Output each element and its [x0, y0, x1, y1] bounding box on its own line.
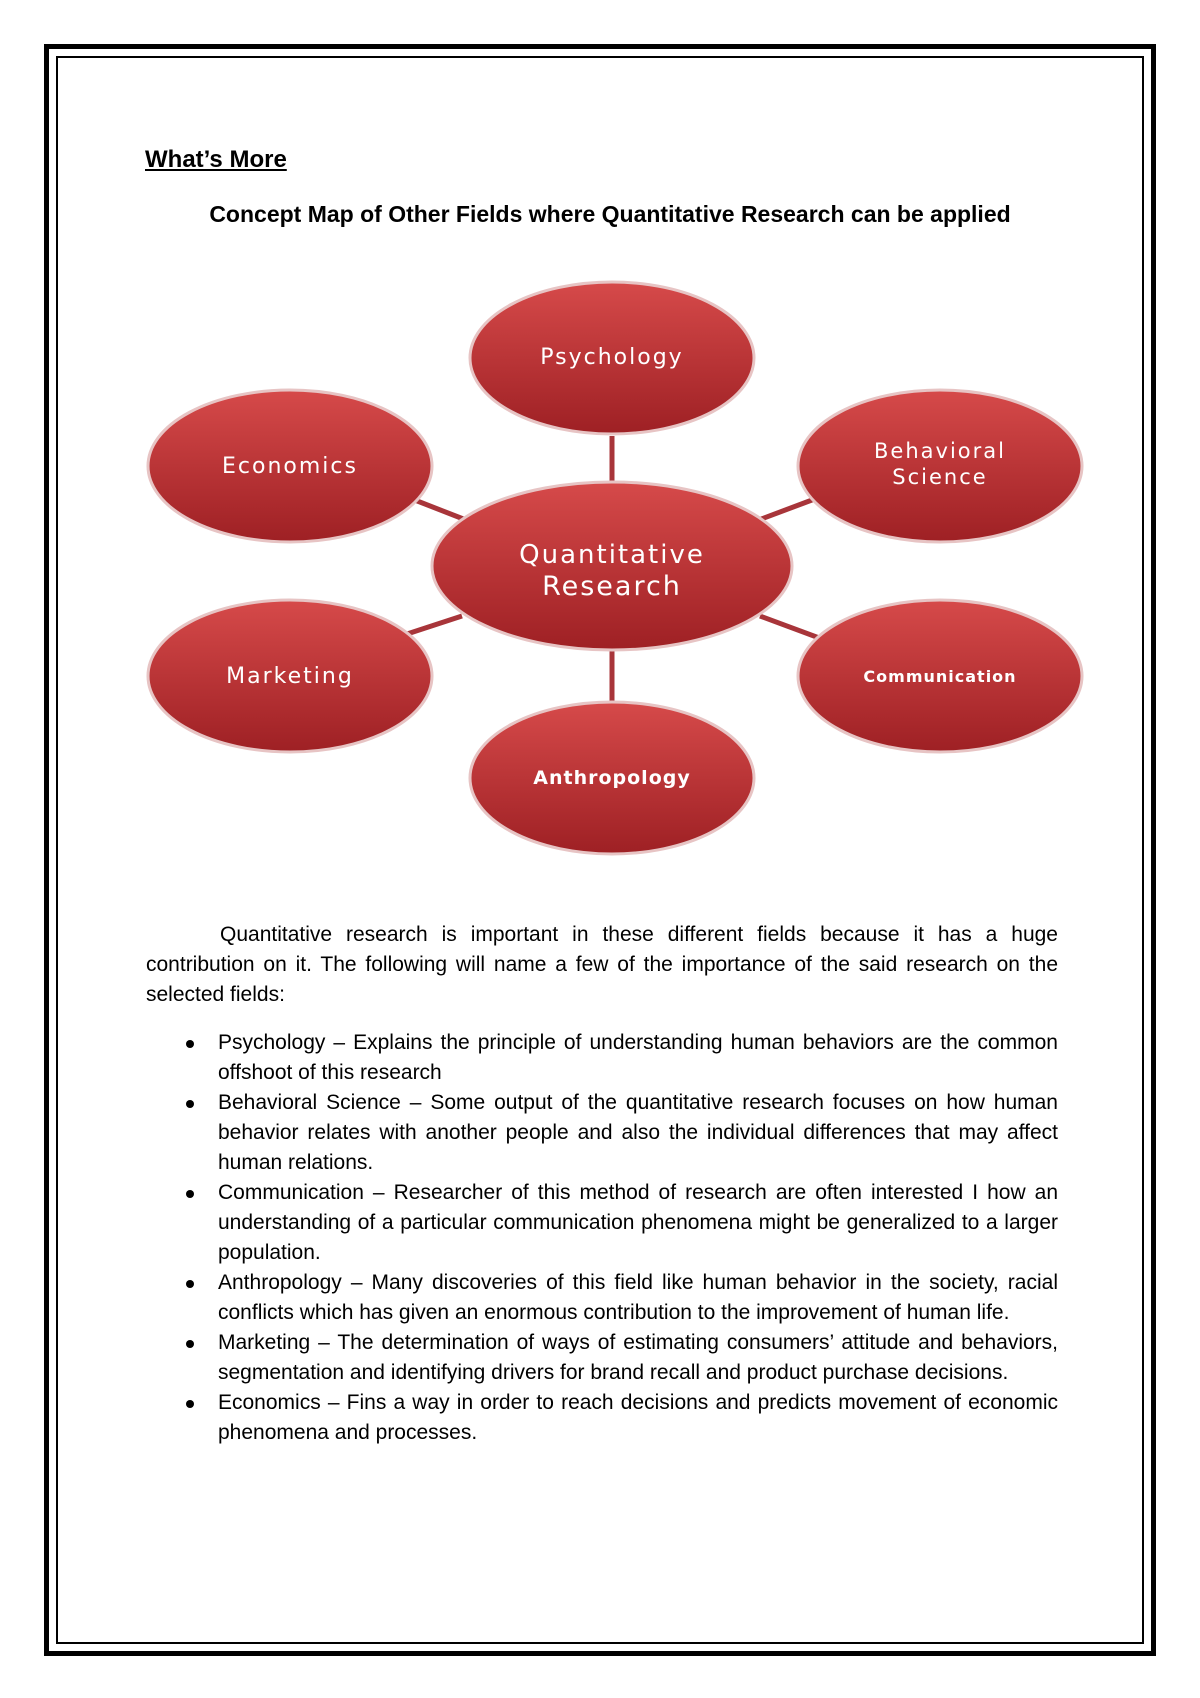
node-anthropology [470, 702, 754, 854]
node-center [432, 482, 792, 650]
node-psychology [470, 282, 754, 434]
node-label-psychology: Psychology [540, 345, 684, 370]
bullet-icon [186, 1100, 194, 1108]
node-communication [798, 600, 1082, 752]
list-item [146, 1268, 1058, 1328]
bullet-icon [186, 1280, 194, 1288]
center-label-line1: Quantitative [519, 540, 705, 570]
connector-communication [760, 616, 822, 639]
list-item [146, 1178, 1058, 1268]
list-item-text: Anthropology – Many discoveries of this field like human behavior in the society, racial conflicts which has given an enormous contribution to the improvement of human life. [218, 1271, 1058, 1324]
connector-marketing [407, 616, 462, 634]
node-label-behavioral: Behavioral [874, 439, 1006, 463]
concept-map-title: Concept Map of Other Fields where Quantitative Research can be applied [209, 201, 1011, 227]
list-item-text: Economics – Fins a way in order to reach decisions and predicts movement of economic phenomena and processes. [218, 1391, 1058, 1444]
node-behavioral-science [798, 390, 1082, 542]
list-item [146, 1028, 1058, 1088]
bullet-icon [186, 1040, 194, 1048]
connector-behavioral-science [756, 497, 820, 521]
list-item [146, 1388, 1058, 1448]
list-item-text: Communication – Researcher of this method of research are often interested I how an understanding of a particular communication phenomena might be generalized to a larger population. [218, 1181, 1058, 1264]
node-marketing [148, 600, 432, 752]
list-item-text: Marketing – The determination of ways of estimating consumers’ attitude and behaviors, segmentation and identifying drivers for brand recall and product purchase decisions. [218, 1331, 1058, 1384]
node-economics [148, 390, 432, 542]
section-heading: What’s More [145, 146, 287, 173]
bullet-icon [186, 1400, 194, 1408]
list-item-text: Psychology – Explains the principle of understanding human behaviors are the common offshoot of this research [218, 1031, 1058, 1084]
list-item [146, 1088, 1058, 1178]
node-label-anthropology: Anthropology [533, 767, 691, 789]
node-label-science: Science [892, 465, 988, 489]
center-label-line2: Research [542, 571, 682, 602]
importance-list [146, 1028, 1058, 1448]
node-label-economics: Economics [222, 454, 358, 479]
bullet-icon [186, 1190, 194, 1198]
intro-paragraph: Quantitative research is important in these different fields because it has a huge contribution on it. The following will name a few of the importance of the said research on the selected fields: [146, 923, 1058, 1006]
list-item-text: Behavioral Science – Some output of the quantitative research focuses on how human behavior relates with another people and also the individual differences that may affect human relations. [218, 1091, 1058, 1174]
list-item [146, 1328, 1058, 1388]
node-label-communication: Communication [863, 667, 1017, 686]
bullet-icon [186, 1340, 194, 1348]
node-label-marketing: Marketing [226, 664, 354, 689]
